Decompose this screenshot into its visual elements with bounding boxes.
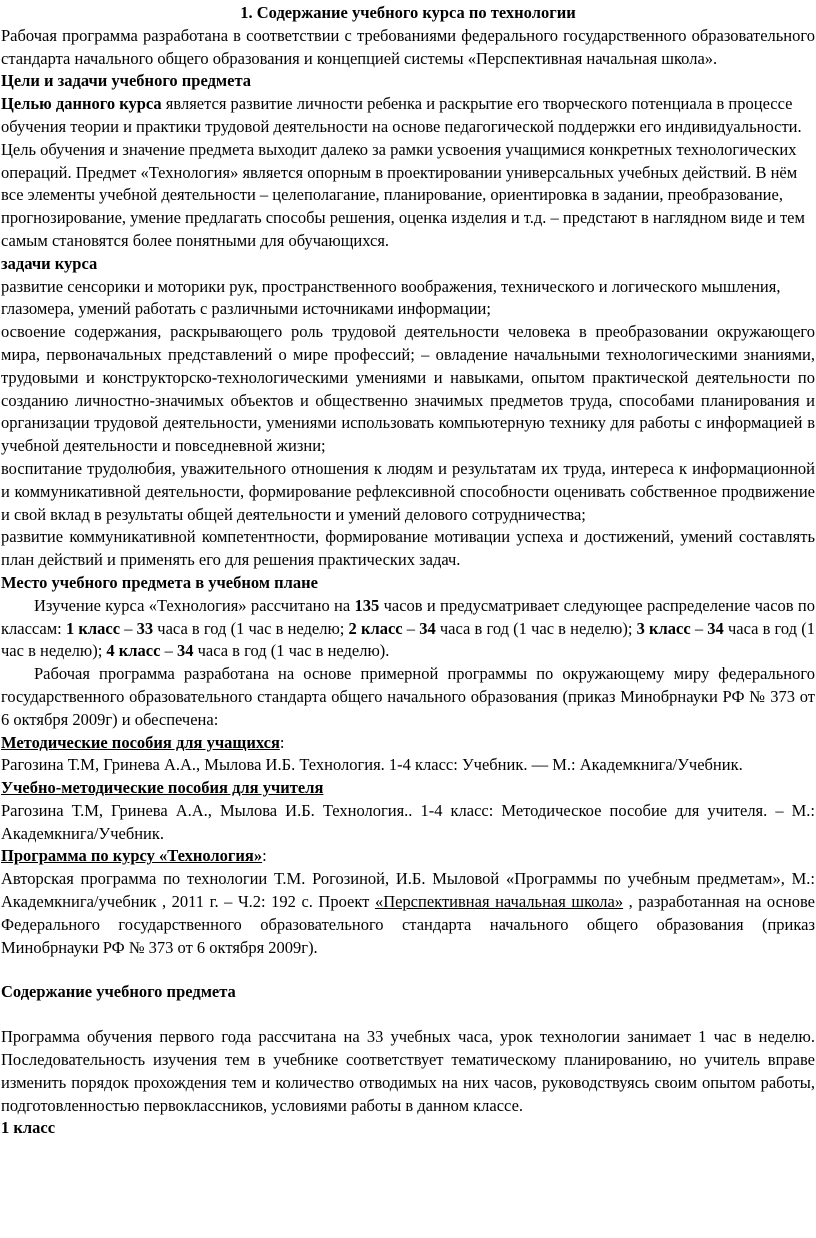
spacer [0,1004,816,1026]
program-text-1: Авторская программа по технологии Т.М. Рогозиной, И.Б. Мыловой «Программы по учебным предметам», М.: Академкнига/учебник , 2011 г. – Ч.2: 192 с. Проект [1,869,815,912]
goal-lead: Целью данного курса [1,94,162,114]
colon: : [279,732,285,752]
students-text: Рагозина Т.М, Гринева А.А., Мылова И.Б. Технология. 1-4 класс: Учебник. — М.: Академкнига/Учебник. [1,755,743,775]
grade-1-hours: 33 [136,618,154,638]
grade-3-label: 3 класс [636,618,691,638]
grade-1-label: 1 класс [65,618,121,638]
program-heading: Программа по курсу «Технология» [1,846,263,866]
tasks-heading: задачи курса [1,253,98,273]
students-heading: Методические пособия для учащихся [1,732,280,752]
grade-2-label: 2 класс [348,618,403,638]
hours-rate: часа в год (1 час в неделю). [193,641,390,661]
teacher-text: Рагозина Т.М, Гринева А.А., Мылова И.Б. Технология.. 1-4 класс: Методическое пособие для учителя. – М.: Академкнига/Учебник. [1,800,815,843]
program-text-2: , разработанная на основе Федерального государственного образовательного стандарта начального общего образования (приказ Минобрнауки РФ № 373 от 6 октября 2009г). [1,892,816,957]
document-title: 1. Содержание учебного курса по технологии [240,3,576,22]
content-heading: Содержание учебного предмета [1,982,236,1002]
dash: – [690,618,708,638]
students-heading-line [0,732,816,755]
goal-paragraph [0,93,816,253]
grade-2-hours: 34 [419,618,436,638]
spacer [0,959,816,981]
first-year-paragraph: Программа обучения первого года рассчитана на 33 учебных часа, урок технологии занимает 1 час в неделю. Последовательность изучения тем в учебнике соответствует тематическому планированию, но учитель вправе изменить порядок прохождения тем и количество отводимых на них часов, руководствуясь своим опытом работы, подготовленностью первоклассников, условиями работы в данном классе. [1,1027,815,1115]
hours-rate: часа в год (1 час в неделю; [153,618,349,638]
task-item-4: развитие коммуникативной компетентности, формирование мотивации успеха и достижений, умений составлять план действий и применять его для решения практических задач. [1,527,815,570]
program-heading-line [0,845,816,868]
task-item-2: освоение содержания, раскрывающего роль трудовой деятельности человека в преобразовании окружающего мира, первоначальных представлений о мире профессий; – овладение начальными технологическими знаниями, трудовыми и конструкторско-технологическими умениями и навыками, опытом практической деятельности по созданию личностно-значимых объектов и общественно значимых предметов труда, способами планирования и организации трудовой деятельности, умениями использовать компьютерную технику для работы с информацией в учебной деятельности и повседневной жизни; [1,322,815,456]
grade-1-heading: 1 класс [1,1118,56,1138]
dash: – [160,641,177,661]
grade-4-hours: 34 [176,641,194,661]
basis-paragraph: Рабочая программа разработана на основе примерной программы по окружающему миру федерального государственного образовательного стандарта общего начального образования (приказ Минобрнауки РФ № 373 от 6 октября 2009г) и обеспечена: [1,664,815,729]
hours-text-2: часов и предусматривает следующее распределение часов по классам: [1,595,815,638]
task-item-1: развитие сенсорики и моторики рук, пространственного воображения, технического и логического мышления, глазомера, умений работать с различными источниками информации; [1,276,781,319]
hours-paragraph [0,595,816,663]
colon: : [262,846,267,866]
teacher-heading-line [0,777,816,800]
place-heading: Место учебного предмета в учебном плане [1,572,319,592]
grade-3-hours: 34 [707,618,724,638]
task-item-3: воспитание трудолюбия, уважительного отношения к людям и результатам их труда, интереса к информационной и коммуникативной деятельности, формирование рефлексивной способности оценивать собственное продвижение и свой вклад в результаты общей деятельности и умений делового сотрудничества; [1,458,815,524]
grade-4-label: 4 класс [106,641,161,661]
dash: – [120,618,137,638]
hours-rate: часа в год (1 час в неделю); [435,618,637,638]
goals-heading: Цели и задачи учебного предмета [1,71,252,91]
hours-text-1: Изучение курса «Технология» рассчитано на [34,595,355,615]
hours-total: 135 [354,595,380,615]
program-project-link[interactable]: «Перспективная начальная школа» [374,892,624,912]
hours-rate: часа в год (1 час в неделю); [1,618,815,661]
dash: – [402,618,420,638]
teacher-heading: Учебно-методические пособия для учителя [1,778,324,798]
goal-text: является развитие личности ребенка и раскрытие его творческого потенциала в процессе обучения теории и практики трудовой деятельности на основе педагогической поддержки его индивидуальности. Цель обучения и значение предмета выходит далеко за рамки усвоения учащимися конкретных технологических операций. Предмет «Технология» является опорным в проектировании универсальных учебных действий. В нём все элементы учебной деятельности – целеполагание, планирование, ориентировка в задании, преобразование, прогнозирование, умение предлагать способы решения, оценка изделия и т.д. – предстают в наглядном виде и тем самым становятся более понятными для обучающихся. [1,94,805,250]
program-text [0,868,816,959]
intro-paragraph: Рабочая программа разработана в соответствии с требованиями федерального государственного образовательного стандарта начального общего образования и концепцией системы «Перспективная начальная школа». [1,25,815,68]
